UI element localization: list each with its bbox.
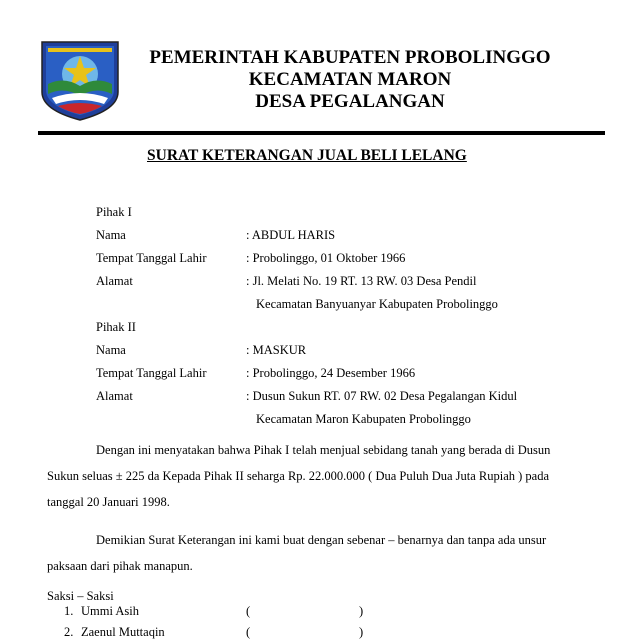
saksi-signature-open: (: [246, 604, 251, 618]
pihak2-alamat-label: Alamat: [96, 389, 133, 403]
pihak2-ttl-value: : Probolinggo, 24 Desember 1966: [246, 366, 416, 380]
document-title: SURAT KETERANGAN JUAL BELI LELANG: [147, 147, 467, 164]
saksi-item-number: 1.: [64, 604, 74, 618]
pihak1-nama-label: Nama: [96, 228, 126, 242]
pihak2-ttl-label: Tempat Tanggal Lahir: [96, 366, 207, 380]
paragraph1-line-1: Dengan ini menyatakan bahwa Pihak I telah menjual sebidang tanah yang berada di Dusun: [96, 443, 551, 457]
header-line-1: PEMERINTAH KABUPATEN PROBOLINGGO: [149, 47, 551, 68]
kabupaten-emblem-logo: [38, 40, 122, 122]
saksi-item-name: Zaenul Muttaqin: [81, 625, 165, 639]
saksi-signature-open: (: [246, 625, 251, 639]
header-line-3: DESA PEGALANGAN: [255, 91, 445, 112]
paragraph2-line-2: paksaan dari pihak manapun.: [47, 559, 193, 573]
pihak1-heading: Pihak I: [96, 205, 132, 219]
pihak1-ttl-value: : Probolinggo, 01 Oktober 1966: [246, 251, 406, 265]
header-line-2: KECAMATAN MARON: [248, 69, 452, 90]
saksi-item-name: Ummi Asih: [81, 604, 139, 618]
saksi-item-number: 2.: [64, 625, 74, 639]
pihak2-heading: Pihak II: [96, 320, 136, 334]
pihak2-alamat-value-2: Kecamatan Maron Kabupaten Probolinggo: [256, 412, 471, 426]
paragraph1-line-2: Sukun seluas ± 225 da Kepada Pihak II seharga Rp. 22.000.000 ( Dua Puluh Dua Juta Rupiah ) pada: [47, 469, 550, 483]
saksi-signature-close: ): [359, 625, 364, 639]
saksi-signature-close: ): [359, 604, 364, 618]
paragraph2-line-1: Demikian Surat Keterangan ini kami buat dengan sebenar – benarnya dan tanpa ada unsur: [96, 533, 547, 547]
header-divider: [38, 131, 605, 135]
pihak2-alamat-value-1: : Dusun Sukun RT. 07 RW. 02 Desa Pegalangan Kidul: [246, 389, 518, 403]
pihak2-nama-label: Nama: [96, 343, 126, 357]
pihak1-alamat-label: Alamat: [96, 274, 133, 288]
paragraph1-line-3: tanggal 20 Januari 1998.: [47, 495, 170, 509]
pihak1-nama-value: : ABDUL HARIS: [246, 228, 336, 242]
pihak2-nama-value: : MASKUR: [246, 343, 307, 357]
saksi-heading: Saksi – Saksi: [47, 589, 114, 603]
pihak1-ttl-label: Tempat Tanggal Lahir: [96, 251, 207, 265]
pihak1-alamat-value-1: : Jl. Melati No. 19 RT. 13 RW. 03 Desa Pendil: [246, 274, 477, 288]
pihak1-alamat-value-2: Kecamatan Banyuanyar Kabupaten Probolinggo: [256, 297, 498, 311]
